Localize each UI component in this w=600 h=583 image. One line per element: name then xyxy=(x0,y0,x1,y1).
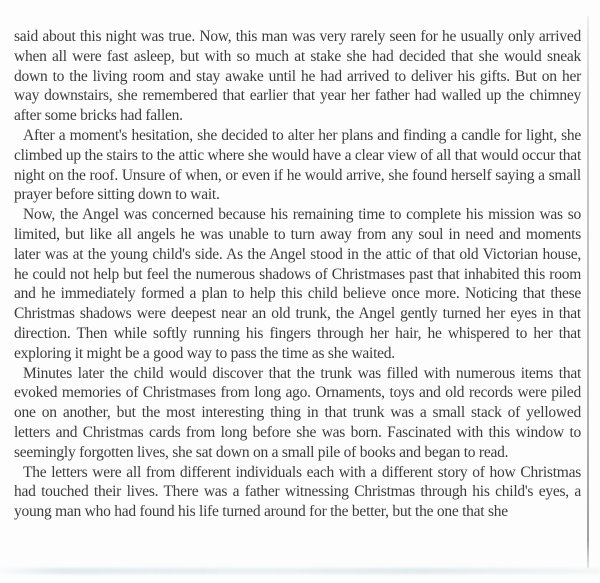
bottom-page-edge-shadow xyxy=(0,568,600,574)
paragraph-hesitation: After a moment's hesitation, she decided to alter her plans and finding a candle for light, she climbed up the stairs to the attic where she would have a clear view of all that would occur that night on the roof. Unsure of when, or even if he would arrive, she found herself saying a small prayer before sitting down to wait. xyxy=(14,126,581,204)
page-edge-shadow xyxy=(587,16,589,568)
paragraph-continuation: said about this night was true. Now, this man was very rarely seen for he usually only arrived when all were fast asleep, but with so much at stake she had decided that she would sneak down to the living room and stay awake until he had arrived to deliver his gifts. But on her way downstairs, she remembered that earlier that year her father had walled up the chimney after some bricks had fallen. xyxy=(14,28,581,125)
paragraph-letters: The letters were all from different individuals each with a different story of how Christmas had touched their lives. There was a father witnessing Christmas through his child's eyes, a young man who had found his life turned around for the better, but the one that she xyxy=(14,463,581,521)
paragraph-angel-concerned: Now, the Angel was concerned because his remaining time to complete his mission was so limited, but like all angels he was unable to turn away from any soul in need and moments later was at the young child's side. As the Angel stood in the attic of that old Victorian house, he could not help but feel the numerous shadows of Christmases past that inhabited this room and he immediately formed a plan to help this child believe once more. Noticing that these Christmas shadows were deepest near an old trunk, the Angel gently turned her eyes in that direction. Then while softly running his fingers through her hair, he whispered to her that exploring it might be a good way to pass the time as she waited. xyxy=(14,206,581,362)
page-text xyxy=(14,27,581,522)
paragraph-trunk-discovery: Minutes later the child would discover that the trunk was filled with numerous items that evoked memories of Christmases from long ago. Ornaments, toys and old records were piled one on another, but the most interesting thing in that trunk was a small stack of yellowed letters and Christmas cards from long before she was born. Fascinated with this window to seemingly forgotten lives, she sat down on a small pile of books and began to read. xyxy=(14,364,581,461)
